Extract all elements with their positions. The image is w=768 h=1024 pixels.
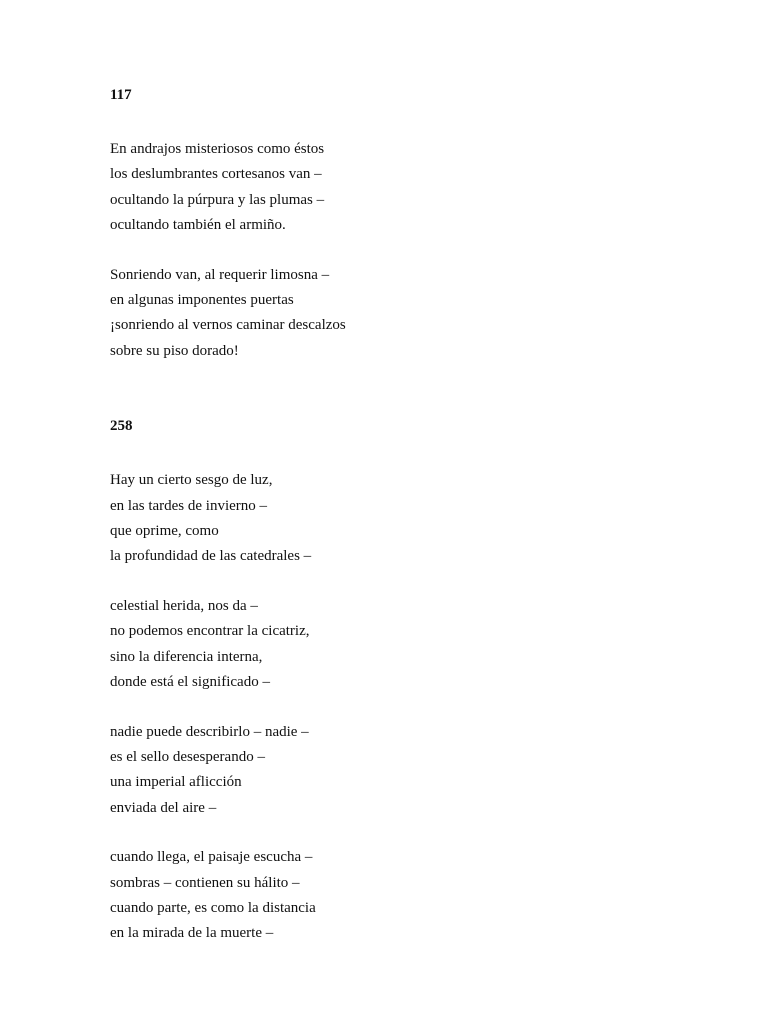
poem-258 — [110, 417, 710, 947]
document-page — [110, 86, 710, 947]
poem-line: cuando llega, el paisaje escucha – — [110, 849, 313, 866]
poem-line: una imperial aflicción — [110, 774, 242, 791]
stanza — [110, 845, 710, 947]
poem-line: celestial herida, nos da – — [110, 597, 258, 614]
poem-line: que oprime, como — [110, 523, 219, 540]
poem-line: los deslumbrantes cortesanos van – — [110, 166, 322, 183]
stanza — [110, 263, 710, 365]
poem-line: ¡sonriendo al vernos caminar descalzos — [110, 317, 346, 334]
poem-line: sombras – contienen su hálito – — [110, 874, 300, 891]
poem-line: en algunas imponentes puertas — [110, 292, 294, 309]
poem-line: en la mirada de la muerte – — [110, 925, 274, 942]
poem-number: 258 — [110, 418, 133, 435]
stanza — [110, 468, 710, 570]
poem-number: 117 — [110, 87, 132, 103]
poem-line: ocultando también el armiño. — [110, 217, 286, 234]
poem-line: es el sello desesperando – — [110, 748, 265, 765]
stanza — [110, 594, 710, 696]
stanza — [110, 137, 710, 239]
poem-line: sino la diferencia interna, — [110, 648, 263, 665]
poem-line: en las tardes de invierno – — [110, 497, 268, 514]
poem-line: no podemos encontrar la cicatriz, — [110, 623, 310, 640]
poem-line: Sonriendo van, al requerir limosna – — [110, 266, 330, 283]
poem-line: enviada del aire – — [110, 799, 217, 816]
poem-line: sobre su piso dorado! — [110, 342, 239, 359]
poem-117 — [110, 86, 710, 364]
poem-line: En andrajos misteriosos como éstos — [110, 141, 325, 157]
poem-line: donde está el significado – — [110, 674, 270, 691]
poem-line: ocultando la púrpura y las plumas – — [110, 191, 325, 208]
poem-line: la profundidad de las catedrales – — [110, 548, 312, 565]
stanza — [110, 720, 710, 822]
poem-line: nadie puede describirlo – nadie – — [110, 723, 309, 740]
poem-line: cuando parte, es como la distancia — [110, 899, 316, 916]
poem-line: Hay un cierto sesgo de luz, — [110, 472, 273, 489]
